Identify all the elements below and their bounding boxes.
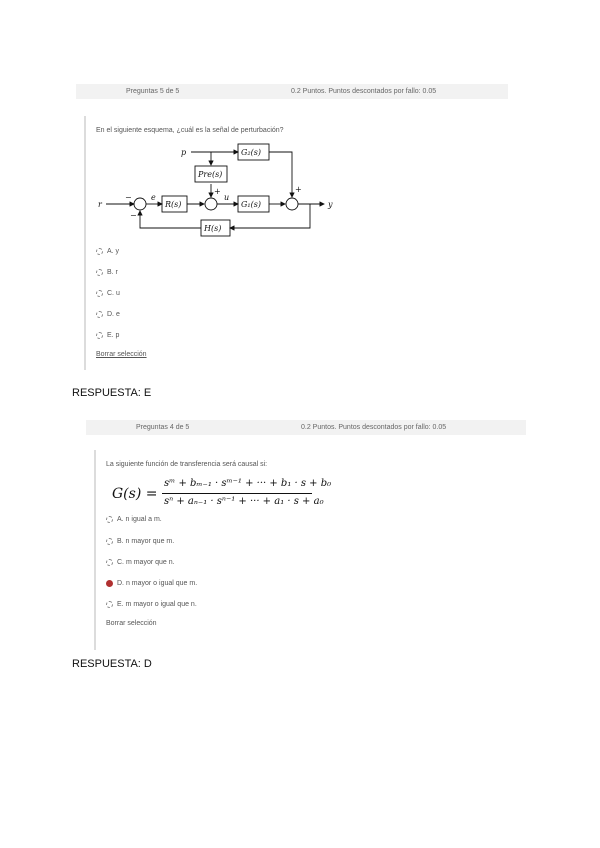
radio-icon[interactable]: [96, 332, 103, 339]
block-h-label: H(s): [204, 224, 222, 233]
sign-plus-g2: +: [295, 185, 302, 194]
question-text-1: En el siguiente esquema, ¿cuál es la señal de perturbación?: [96, 127, 284, 134]
radio-icon[interactable]: [96, 248, 103, 255]
option-label: B. n mayor que m.: [117, 538, 175, 545]
block-r-label: R(s): [165, 200, 182, 209]
formula-lhs: G(s) =: [112, 486, 158, 502]
option-2-e[interactable]: [106, 601, 197, 608]
question-number-2: Preguntas 4 de 5: [136, 424, 190, 431]
option-label: C. m mayor que n.: [117, 559, 175, 566]
signal-e-label: e: [151, 193, 156, 202]
block-pre-label: Pre(s): [198, 170, 223, 179]
option-2-b[interactable]: [106, 538, 174, 545]
option-2-c[interactable]: [106, 559, 175, 566]
question-number-1: Preguntas 5 de 5: [126, 88, 180, 95]
signal-p-label: p: [181, 148, 187, 157]
answer-2: RESPUESTA: D: [72, 658, 152, 670]
clear-selection-link-2[interactable]: Borrar selección: [106, 620, 157, 627]
option-2-d[interactable]: [106, 580, 197, 587]
block-g2-label: G₂(s): [241, 148, 261, 157]
option-1-b[interactable]: [96, 269, 118, 276]
option-label: C. u: [107, 290, 120, 297]
sign-minus-input: −: [125, 193, 132, 202]
option-label: E. m mayor o igual que n.: [117, 601, 197, 608]
option-label: A. y: [107, 248, 120, 255]
signal-r-label: r: [98, 200, 102, 209]
question-body-1: [84, 116, 512, 370]
option-label: D. n mayor o igual que m.: [117, 580, 198, 587]
radio-icon[interactable]: [106, 601, 113, 608]
option-1-a[interactable]: [96, 248, 119, 255]
radio-selected-icon[interactable]: [106, 580, 113, 587]
option-1-c[interactable]: [96, 290, 120, 297]
radio-icon[interactable]: [106, 538, 113, 545]
formula-denominator: sⁿ + aₙ₋₁ · sⁿ⁻¹ + ··· + a₁ · s + a₀: [164, 496, 324, 507]
fraction-bar: [162, 493, 312, 494]
option-2-a[interactable]: [106, 516, 162, 523]
answer-1: RESPUESTA: E: [72, 387, 152, 399]
radio-icon[interactable]: [96, 269, 103, 276]
clear-selection-link-1[interactable]: Borrar selección: [96, 351, 147, 358]
option-1-e[interactable]: [96, 332, 119, 339]
sign-plus-pre: +: [214, 187, 221, 196]
block-diagram: [98, 142, 338, 252]
radio-icon[interactable]: [106, 516, 113, 523]
transfer-function-formula: [112, 478, 332, 512]
signal-u-label: u: [224, 193, 230, 202]
radio-icon[interactable]: [106, 559, 113, 566]
option-1-d[interactable]: [96, 311, 120, 318]
option-label: D. e: [107, 311, 120, 318]
question-text-2: La siguiente función de transferencia será causal si:: [106, 461, 268, 468]
block-g1-label: G₁(s): [241, 200, 261, 209]
radio-icon[interactable]: [96, 311, 103, 318]
signal-y-label: y: [328, 200, 333, 209]
question-points-2: 0.2 Puntos. Puntos descontados por fallo: 0.05: [301, 424, 447, 431]
option-label: E. p: [107, 332, 120, 339]
sign-minus-feedback: −: [130, 211, 137, 220]
option-label: A. n igual a m.: [117, 516, 162, 523]
formula-numerator: sᵐ + bₘ₋₁ · sᵐ⁻¹ + ··· + b₁ · s + b₀: [164, 478, 332, 489]
option-label: B. r: [107, 269, 118, 276]
question-header-2: [86, 420, 526, 435]
question-header-1: [76, 84, 508, 99]
question-body-2: [94, 450, 522, 650]
radio-icon[interactable]: [96, 290, 103, 297]
question-points-1: 0.2 Puntos. Puntos descontados por fallo: 0.05: [291, 88, 437, 95]
